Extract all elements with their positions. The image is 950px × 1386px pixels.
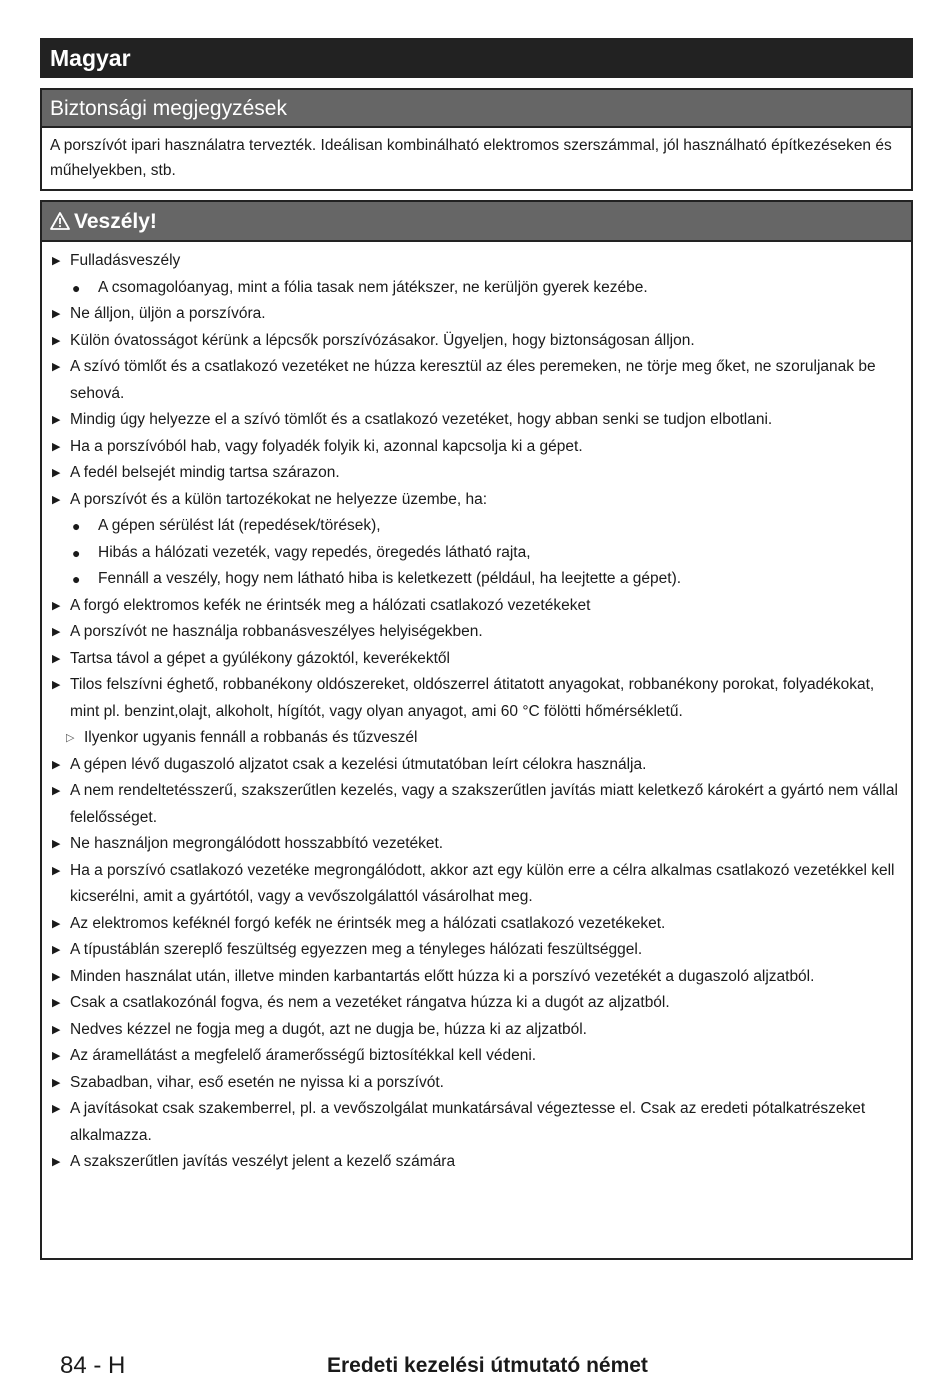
list-item [42, 301, 901, 328]
bullet-dot-icon: ● [72, 279, 81, 296]
triangle-bullet-icon: ▶ [52, 440, 61, 453]
list-item-text: A nem rendeltetésszerű, szakszerűtlen kezelés, vagy a szakszerűtlen javítás miatt keletkező károkért a gyártó nem vállal felelősséget. [70, 782, 898, 826]
list-item-text: A porszívót ne használja robbanásveszélyes helyiségekben. [70, 623, 483, 640]
list-item-text: Mindig úgy helyezze el a szívó tömlőt és a csatlakozó vezetéket, hogy abban senki se tudjon elbotlani. [70, 411, 773, 428]
triangle-bullet-icon: ▶ [52, 599, 61, 612]
safety-notes-box [40, 88, 913, 191]
list-item [42, 1017, 901, 1044]
list-item [42, 1043, 901, 1070]
list-item [42, 990, 901, 1017]
page-number: 84 - H [60, 1352, 126, 1379]
list-item [42, 1096, 901, 1149]
danger-list [42, 242, 911, 1176]
language-header: Magyar [40, 38, 913, 78]
triangle-bullet-icon: ▶ [52, 838, 61, 850]
list-item [42, 593, 901, 620]
list-item-text: A szakszerűtlen javítás veszélyt jelent a kezelő számára [70, 1153, 456, 1170]
list-item-text: Hibás a hálózati vezeték, vagy repedés, öregedés látható rajta, [98, 543, 531, 561]
danger-box [40, 200, 913, 1260]
list-item-text: Tilos felszívni éghető, robbanékony oldószereket, oldószerrel átitatott anyagokat, robbanékony porokat, folyadékokat, mint pl. benzint,olajt, alkoholt, hígítót, vagy olyan anyagot, ami 60 °C fölötti hőmérsékletű. [70, 676, 875, 720]
list-item [42, 407, 901, 434]
list-item [42, 619, 901, 646]
list-item [42, 752, 901, 779]
triangle-bullet-icon: ▶ [52, 414, 61, 426]
list-item-text: Fulladásveszély [70, 252, 181, 269]
list-item-text: A gépen lévő dugaszoló aljzatot csak a kezelési útmutatóban leírt célokra használja. [70, 755, 647, 773]
list-item-text: Az elektromos keféknél forgó kefék ne érintsék meg a hálózati csatlakozó vezetékeket. [70, 914, 666, 932]
sub-list-item [42, 540, 901, 567]
list-item-text: Szabadban, vihar, eső esetén ne nyissa ki a porszívót. [70, 1073, 444, 1091]
list-item-text: A forgó elektromos kefék ne érintsék meg a hálózati csatlakozó vezetékeket [70, 596, 591, 614]
list-item [42, 672, 901, 725]
danger-heading [42, 202, 911, 242]
safety-notes-heading: Biztonsági megjegyzések [42, 90, 911, 128]
bullet-dot-icon: ● [72, 544, 81, 561]
triangle-bullet-icon: ▶ [52, 758, 61, 771]
triangle-bullet-icon: ▶ [52, 308, 61, 320]
list-item [42, 248, 901, 275]
list-item [42, 328, 901, 355]
triangle-bullet-icon: ▶ [52, 997, 61, 1009]
triangle-bullet-icon: ▶ [52, 679, 61, 691]
list-item-text: A fedél belsejét mindig tartsa szárazon. [70, 464, 340, 481]
bullet-dot-icon: ● [72, 571, 81, 587]
list-item-text: A szívó tömlőt és a csatlakozó vezetéket ne húzza keresztül az éles peremeken, ne törje meg őket, ne szoruljanak be sehová. [70, 358, 876, 402]
list-item [42, 460, 901, 487]
list-item [42, 354, 901, 407]
triangle-bullet-icon: ▶ [52, 1023, 61, 1036]
list-item [42, 1070, 901, 1097]
safety-notes-text: A porszívót ipari használatra tervezték. Ideálisan kombinálható elektromos szerszámmal, jól használható építkezéseken és műhelyekben, stb. [50, 137, 892, 179]
list-item-text: A porszívót és a külön tartozékokat ne helyezze üzembe, ha: [70, 490, 488, 508]
list-item-text: Ne használjon megrongálódott hosszabbító vezetéket. [70, 835, 444, 852]
triangle-bullet-icon: ▶ [52, 944, 61, 956]
triangle-bullet-icon: ▶ [52, 1076, 61, 1089]
list-item [42, 964, 901, 991]
bullet-dot-icon: ● [72, 518, 81, 534]
triangle-bullet-icon: ▶ [52, 1103, 61, 1115]
danger-heading-label: Veszély! [74, 210, 157, 233]
list-item-text: Ne álljon, üljön a porszívóra. [70, 305, 266, 322]
triangle-bullet-icon: ▶ [52, 864, 61, 877]
sub-list-item [42, 275, 901, 302]
list-item-text: A gépen sérülést lát (repedések/törések), [98, 517, 381, 534]
triangle-bullet-icon: ▶ [52, 493, 61, 506]
triangle-bullet-icon: ▶ [52, 1156, 61, 1168]
triangle-bullet-icon: ▶ [52, 785, 61, 797]
list-item-text: A javításokat csak szakemberrel, pl. a vevőszolgálat munkatársával végeztesse el. Csak az eredeti pótalkatrészeket alkalmazza. [70, 1100, 866, 1144]
list-item [42, 831, 901, 858]
list-item-text: A típustáblán szereplő feszültség egyezzen meg a tényleges hálózati feszültséggel. [70, 941, 643, 958]
list-item [42, 434, 901, 461]
list-item [42, 911, 901, 938]
footer-title: Eredeti kezelési útmutató német [327, 1354, 648, 1377]
list-item-text: Ha a porszívóból hab, vagy folyadék folyik ki, azonnal kapcsolja ki a gépet. [70, 437, 583, 455]
list-item-text: Ilyenkor ugyanis fennáll a robbanás és tűzveszél [84, 729, 418, 746]
triangle-bullet-icon: ▶ [52, 467, 61, 479]
list-item [42, 1149, 901, 1176]
warning-triangle-icon [50, 212, 70, 230]
list-item-text: Ha a porszívó csatlakozó vezetéke megrongálódott, akkor azt egy külön erre a célra alkalmas csatlakozó vezetékkel kell kicserélni, amit a gyártótól, vagy a vevőszolgálattól vásárolhat meg. [70, 861, 895, 905]
note-item [42, 725, 901, 752]
triangle-bullet-icon: ▶ [52, 361, 61, 373]
triangle-bullet-icon: ▶ [52, 334, 61, 347]
triangle-bullet-icon: ▶ [52, 626, 61, 638]
list-item [42, 937, 901, 964]
triangle-bullet-icon: ▶ [52, 255, 61, 267]
list-item-text: Tartsa távol a gépet a gyúlékony gázoktól, keverékektől [70, 649, 450, 667]
list-item-text: Az áramellátást a megfelelő áramerősségű biztosítékkal kell védeni. [70, 1047, 537, 1064]
list-item [42, 858, 901, 911]
triangle-bullet-icon: ▶ [52, 917, 61, 930]
list-item [42, 778, 901, 831]
list-item-text: Nedves kézzel ne fogja meg a dugót, azt ne dugja be, húzza ki az aljzatból. [70, 1020, 587, 1038]
list-item [42, 646, 901, 673]
triangle-bullet-icon: ▶ [52, 652, 61, 665]
list-item-text: Minden használat után, illetve minden karbantartás előtt húzza ki a porszívó vezetékét a dugaszoló aljzatból. [70, 967, 815, 985]
triangle-bullet-icon: ▶ [52, 970, 61, 983]
triangle-bullet-icon: ▶ [52, 1050, 61, 1062]
list-item-text: Csak a csatlakozónál fogva, és nem a vezetéket rángatva húzza ki a dugót az aljzatból. [70, 994, 670, 1011]
list-item-text: Fennáll a veszély, hogy nem látható hiba is keletkezett (például, ha leejtette a gépet). [98, 570, 682, 587]
sub-list-item [42, 566, 901, 593]
list-item [42, 487, 901, 514]
list-item-text: Külön óvatosságot kérünk a lépcsők porszívózásakor. Ügyeljen, hogy biztonságosan álljon. [70, 331, 695, 349]
sub-list-item [42, 513, 901, 540]
list-item-text: A csomagolóanyag, mint a fólia tasak nem játékszer, ne kerüljön gyerek kezébe. [98, 278, 648, 296]
outline-triangle-icon: ▷ [66, 732, 75, 744]
